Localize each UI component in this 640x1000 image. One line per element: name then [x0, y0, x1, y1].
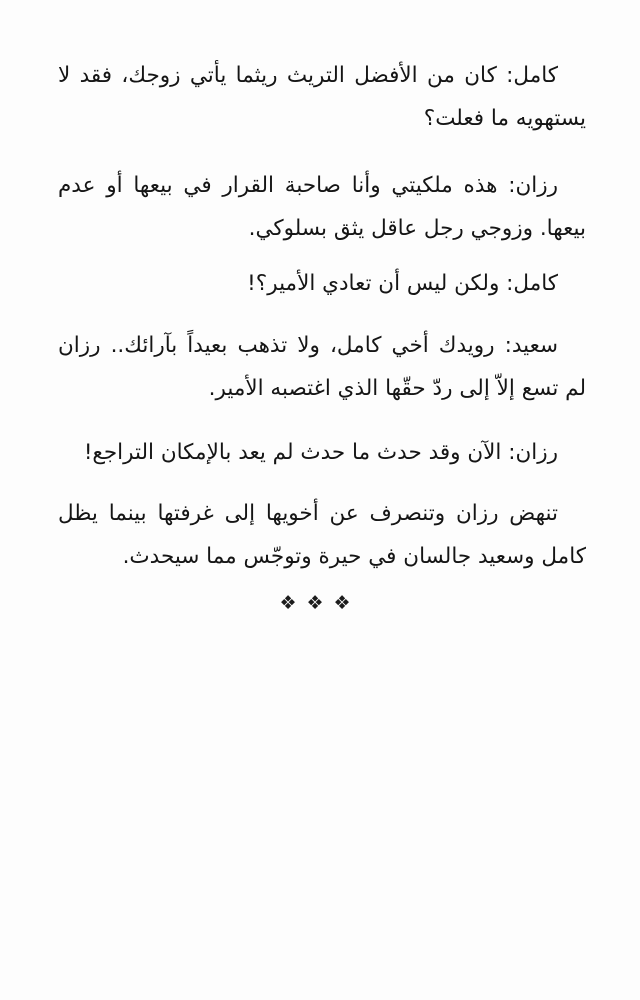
dialogue-paragraph-razan-2: رزان: الآن وقد حدث ما حدث لم يعد بالإمكان التراجع! [83, 440, 558, 465]
dialogue-paragraph-razan-1: رزان: هذه ملكيتي وأنا صاحبة القرار في بيعها أو عدم بيعها. وزوجي رجل عاقل يثق بسلوكي. [58, 173, 586, 241]
dialogue-paragraph-kamel-1: كامل: كان من الأفضل التريث ريثما يأتي زوجك، فقد لا يستهويه ما فعلت؟ [58, 63, 586, 131]
narration-paragraph: تنهض رزان وتنصرف عن أخويها إلى غرفتها بينما يظل كامل وسعيد جالسان في حيرة وتوجّس مما سيحدث. [58, 501, 586, 569]
section-separator: ❖❖❖ [279, 592, 361, 614]
dialogue-paragraph-kamel-2: كامل: ولكن ليس أن تعادي الأمير؟! [247, 271, 558, 296]
dialogue-paragraph-saeed-1: سعيد: رويدك أخي كامل، ولا تذهب بعيداً بآرائك.. رزان لم تسع إلاّ إلى ردّ حقّها الذي اغتصبه الأمير. [58, 333, 586, 401]
